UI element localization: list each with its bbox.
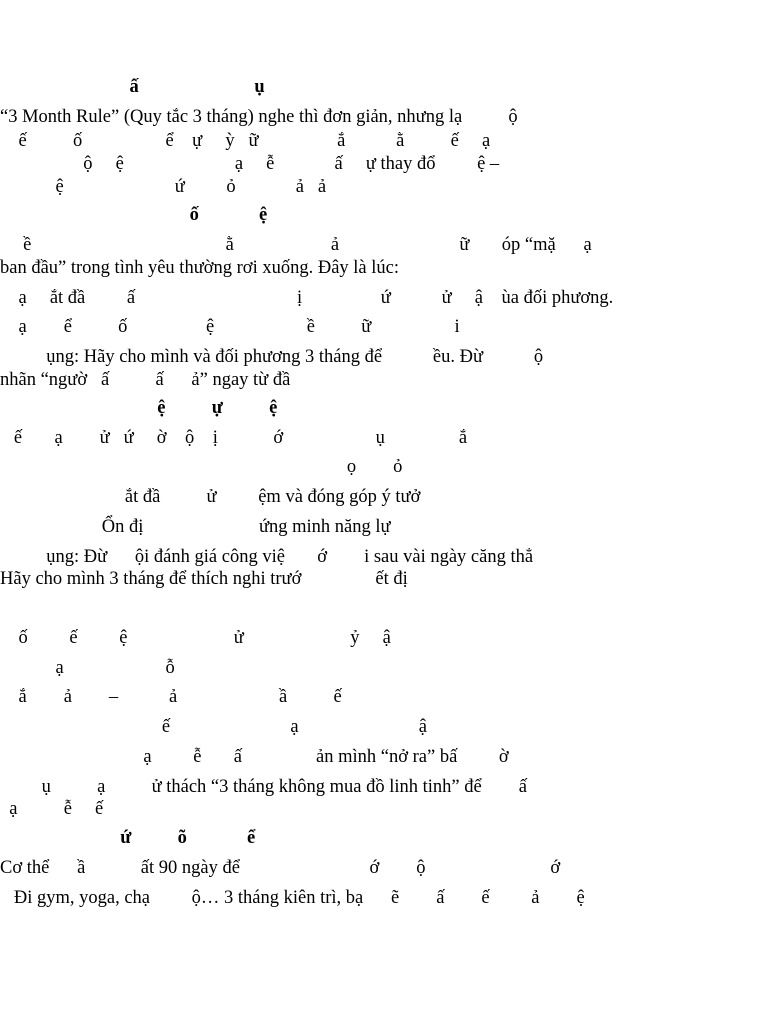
heading-line: ấ ụ [0, 77, 265, 97]
body-line: ệ ứ ỏ ả ả [0, 177, 327, 197]
subheading-line: ố ệ [0, 205, 268, 225]
bullet-line: ắt đầ ử ệm và đóng góp ý tưở [0, 487, 421, 507]
bullet-line: ạ ể ố ệ ề ữ i [0, 317, 460, 337]
body-line: Cơ thể ầ ất 90 ngày để ớ ộ ớ [0, 858, 561, 878]
body-line: nhãn “ngườ ấ ấ ả” ngay từ đầ [0, 370, 291, 390]
body-line: ban đầu” trong tình yêu thường rơi xuống. Đây là lúc: [0, 258, 399, 278]
body-line: ế ạ ậ [0, 717, 428, 737]
bullet-line: ạ ắt đầ ấ ị ứ ử ậ ùa đối phương. [0, 288, 614, 308]
body-line: ố ế ệ ử ỷ ậ [0, 628, 391, 648]
body-line: ạ ễ ấ ản mình “nở ra” bấ ờ [0, 747, 509, 767]
body-line: “3 Month Rule” (Quy tắc 3 tháng) nghe thì đơn giản, nhưng lạ ộ [0, 107, 518, 127]
body-line: ụng: Đừ ội đánh giá công việ ớ i sau vài ngày căng thẳ [0, 547, 534, 567]
subheading-line: ứ õ ể [0, 828, 256, 848]
bullet-line: ạ ỗ [0, 658, 175, 678]
subheading-line: ệ ự ệ [0, 398, 278, 418]
body-line: ộ ệ ạ ễ ấ ự thay đổ ệ – [0, 154, 500, 174]
body-line: Hãy cho mình 3 tháng để thích nghi trướ ết đị [0, 569, 408, 589]
body-line: ụng: Hãy cho mình và đối phương 3 tháng để ều. Đừ ộ [0, 347, 544, 367]
body-line: ế ố ể ự ỳ ữ ắ ằ ế ạ [0, 131, 491, 151]
body-line: ọ ỏ [0, 457, 403, 477]
body-line: ụ ạ ử thách “3 tháng không mua đồ linh tinh” để ấ [0, 777, 527, 797]
body-line: ạ ễ ế [0, 799, 104, 819]
bullet-line: Ổn đị ứng minh năng lự [0, 517, 391, 537]
body-line: ề ằ ả ữ óp “mặ ạ [0, 235, 592, 255]
body-line: Đi gym, yoga, chạ ộ… 3 tháng kiên trì, bạ ẽ ấ ế ả ệ [0, 888, 585, 908]
body-line: ế ạ ử ứ ờ ộ ị ớ ụ ắ [0, 428, 468, 448]
bullet-line: ắ ả – ả ầ ế [0, 687, 342, 707]
